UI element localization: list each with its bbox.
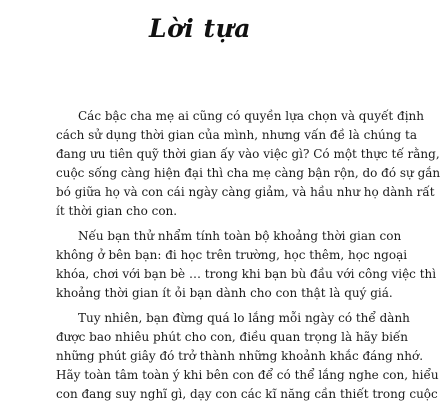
text-line: con đang suy nghĩ gì, dạy con các kĩ năng cần thiết trong cuộc	[56, 387, 438, 401]
paragraph-1	[56, 107, 440, 221]
body-text	[56, 107, 440, 410]
text-line: những phút giây đó trở thành những khoảnh khắc đáng nhớ.	[56, 349, 424, 363]
text-line: bó giữa họ và con cái ngày càng giảm, và hầu như họ dành rất	[56, 185, 435, 199]
text-line: khóa, chơi với bạn bè … trong khi bạn bù đầu với công việc thì	[56, 267, 437, 281]
text-line: Các bậc cha mẹ ai cũng có quyền lựa chọn và quyết định	[78, 109, 424, 123]
page-title: Lời tựa	[149, 14, 251, 43]
paragraph-2	[56, 227, 437, 303]
text-line: cuộc sống càng hiện đại thì cha mẹ càng bận rộn, do đó sự gắn	[56, 166, 440, 180]
paragraph-3	[56, 309, 439, 404]
text-line: Tuy nhiên, bạn đừng quá lo lắng mỗi ngày có thể dành	[78, 311, 410, 325]
text-line: ít thời gian cho con.	[56, 204, 178, 218]
text-line: cách sử dụng thời gian của mình, nhưng vấn đề là chúng ta	[56, 128, 417, 142]
text-line: Hãy toàn tâm toàn ý khi bên con để có thể lắng nghe con, hiểu	[56, 368, 439, 382]
text-line: được bao nhiêu phút cho con, điều quan trọng là hãy biến	[56, 330, 409, 344]
text-line: Nếu bạn thử nhẩm tính toàn bộ khoảng thời gian con	[78, 229, 402, 243]
text-line: khoảng thời gian ít ỏi bạn dành cho con thật là quý giá.	[56, 286, 393, 300]
text-line: đang ưu tiên quỹ thời gian ấy vào việc gì? Có một thực tế rằng,	[56, 147, 440, 161]
text-line: không ở bên bạn: đi học trên trường, học thêm, học ngoại	[56, 248, 408, 262]
